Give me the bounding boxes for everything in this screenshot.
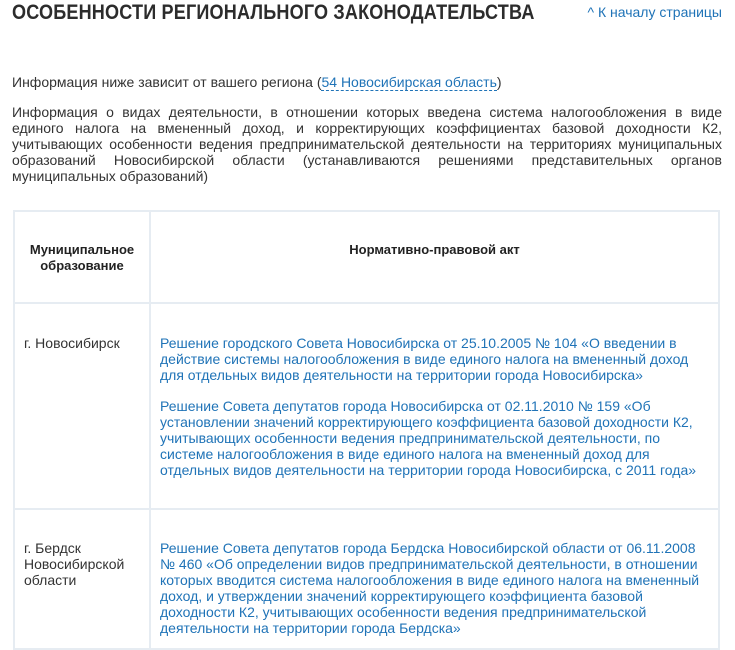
act-link[interactable]: Решение Совета депутатов города Новосибирска от 02.11.2010 № 159 «Об установлении значений корректирующего коэффициента базовой доходности К2, учитывающих особенности ведения предпринимательской деятельности, по системе налогообложения в виде единого налога на вмененный доход для отдельных видов деятельности на территории города Новосибирска, с 2011 года» xyxy=(160,398,697,478)
header-municipality: Муниципальное образование xyxy=(29,242,135,273)
legislation-table xyxy=(13,210,720,650)
back-to-top-link[interactable]: ^ К началу страницы xyxy=(587,4,722,20)
region-info-prefix: Информация ниже зависит от вашего региона ( xyxy=(12,74,322,90)
row-divider xyxy=(15,508,718,510)
row-divider xyxy=(15,302,718,304)
act-link[interactable]: Решение городского Совета Новосибирска от 25.10.2005 № 104 «О введении в действие системы налогообложения в виде единого налога на вмененный доход для отдельных видов деятельности на территории города Новосибирска» xyxy=(160,335,689,383)
page-title: ОСОБЕННОСТИ РЕГИОНАЛЬНОГО ЗАКОНОДАТЕЛЬСТВА xyxy=(12,1,535,24)
intro-paragraph: Информация о видах деятельности, в отношении которых введена система налогообложения в виде единого налога на вмененный доход, и корректирующих коэффициентах базовой доходности К2, учитывающих особенности ведения предпринимательской деятельности на территориях муниципальных образований Новосибирской области (устанавливаются решениями представительных органов муниципальных образований) xyxy=(12,104,722,184)
page-header xyxy=(12,0,722,30)
municipality-cell: г. Бердск Новосибирской области xyxy=(24,540,125,588)
region-selector-link[interactable]: 54 Новосибирская область xyxy=(321,74,497,90)
column-divider xyxy=(149,212,151,648)
region-info xyxy=(12,74,502,90)
region-info-suffix: ) xyxy=(496,74,502,90)
act-link[interactable]: Решение Совета депутатов города Бердска Новосибирской области от 06.11.2008 № 460 «Об определении видов предпринимательской деятельности, в отношении которых вводится система налогообложения в виде единого налога на вмененный доход, и утверждении значений корректирующего коэффициента базовой доходности К2, учитывающих особенности ведения предпринимательской деятельности на территории города Бердска» xyxy=(160,540,700,636)
municipality-cell: г. Новосибирск xyxy=(24,335,120,351)
header-act: Нормативно-правовой акт xyxy=(349,242,520,257)
